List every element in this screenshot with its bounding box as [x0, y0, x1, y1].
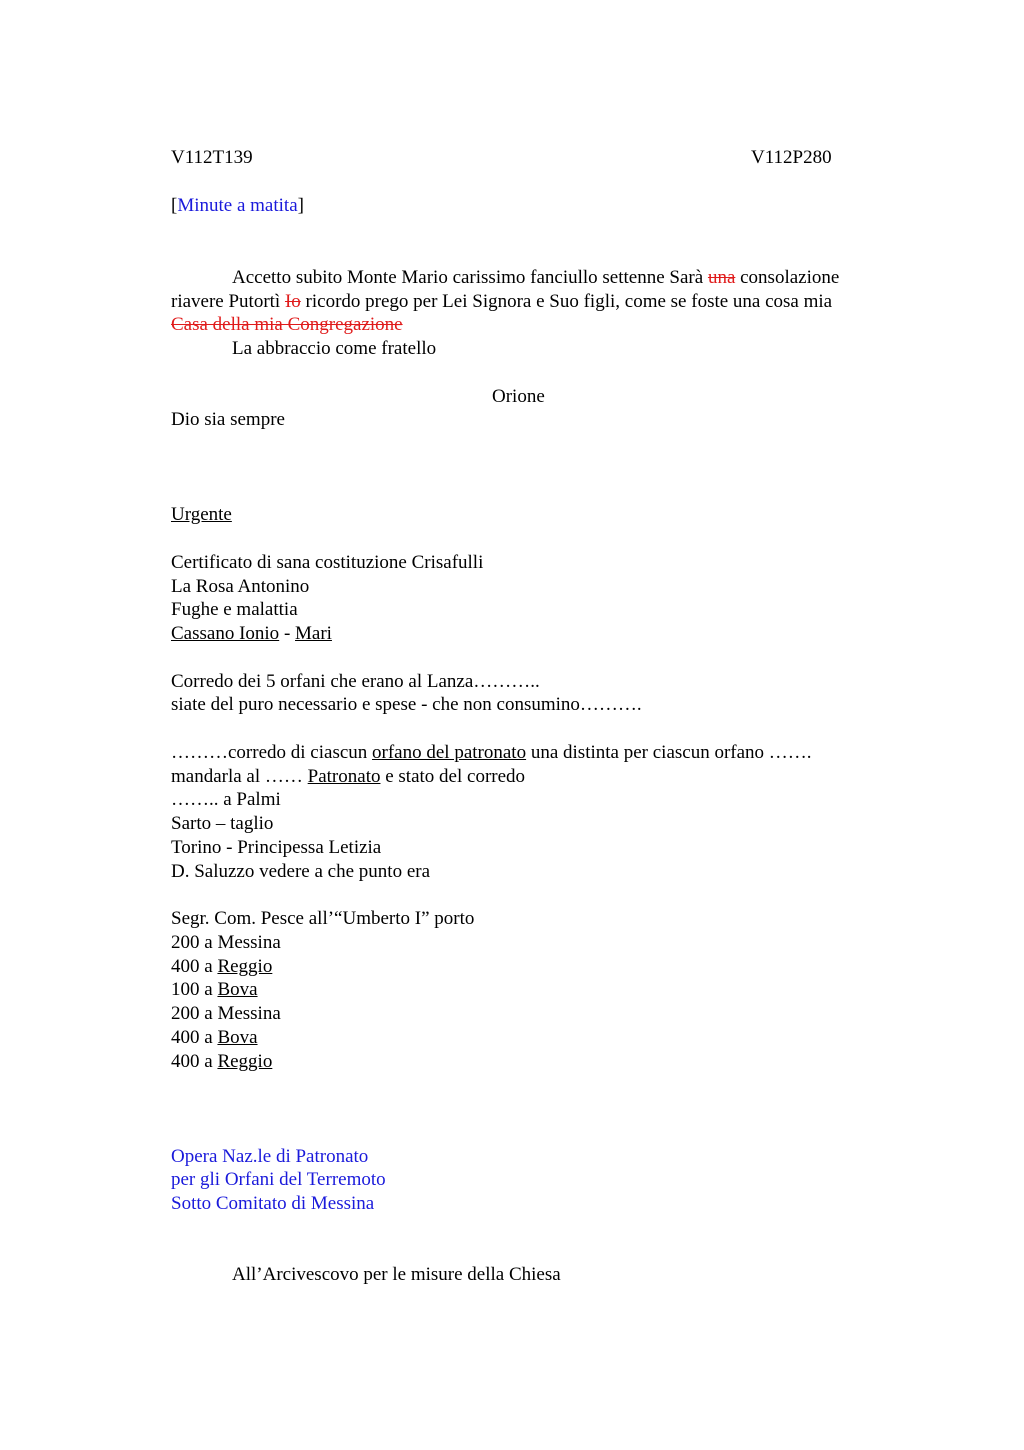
amount-value: 200 a [171, 932, 218, 953]
deleted-line: Casa della mia Congregazione [171, 314, 403, 335]
amount-line [171, 1002, 281, 1026]
note-text: mandarla al …… [171, 766, 308, 787]
note-line: …….. a Palmi [171, 789, 281, 810]
note-line [171, 741, 812, 765]
note-line: Fughe e malattia [171, 599, 298, 620]
underlined-text: orfano del patronato [372, 742, 527, 763]
underlined-text: Patronato [307, 766, 381, 787]
amount-line [171, 978, 258, 1002]
letter-line-1 [232, 266, 839, 290]
editorial-note-text: Minute a matita [177, 195, 298, 216]
note-line [171, 765, 525, 789]
amount-place: Reggio [217, 956, 273, 977]
closing-line: Dio sia sempre [171, 409, 285, 430]
letter-text: riavere Putortì [171, 291, 285, 312]
bracket-close: ] [297, 195, 304, 216]
note-line: La Rosa Antonino [171, 576, 310, 597]
amount-place: Messina [217, 932, 281, 953]
amount-value: 400 a [171, 1051, 218, 1072]
place-name: Mari [295, 623, 332, 644]
amount-line [171, 955, 272, 979]
deleted-word: una [707, 267, 736, 288]
amount-value: 100 a [171, 979, 218, 1000]
amount-value: 400 a [171, 956, 218, 977]
letterhead-line: per gli Orfani del Terremoto [171, 1169, 386, 1190]
note-line: Certificato di sana costituzione Crisafulli [171, 552, 484, 573]
note-line: Corredo dei 5 orfani che erano al Lanza……….. [171, 671, 540, 692]
letter-text: ricordo prego per Lei Signora e Suo figli, come se foste una cosa mia [300, 291, 833, 312]
note-line: Sarto – taglio [171, 813, 274, 834]
archive-code-left: V112T139 [171, 147, 253, 168]
note-line-places [171, 622, 332, 646]
letter-line-embrace: La abbraccio come fratello [232, 338, 437, 359]
signature: Orione [492, 386, 545, 407]
letter-text: Accetto subito Monte Mario carissimo fanciullo settenne Sarà [232, 267, 708, 288]
amount-line [171, 1050, 272, 1074]
letter-line-2 [171, 290, 832, 314]
amount-value: 400 a [171, 1027, 218, 1048]
letterhead-line: Opera Naz.le di Patronato [171, 1146, 369, 1167]
note-line: Torino - Principessa Letizia [171, 837, 382, 858]
amount-value: 200 a [171, 1003, 218, 1024]
letterhead-line: Sotto Comitato di Messina [171, 1193, 375, 1214]
note-line: D. Saluzzo vedere a che punto era [171, 861, 431, 882]
note-line: siate del puro necessario e spese - che non consumino………. [171, 694, 642, 715]
final-line: All’Arcivescovo per le misure della Chiesa [232, 1264, 561, 1285]
place-name: Cassano Ionio [171, 623, 280, 644]
urgent-heading: Urgente [171, 504, 232, 525]
archive-code-right: V112P280 [751, 147, 832, 168]
letter-text: consolazione [735, 267, 840, 288]
separator: - [279, 623, 296, 644]
note-text: e stato del corredo [380, 766, 526, 787]
bracket-open: [ [171, 195, 178, 216]
note-line: Segr. Com. Pesce all’“Umberto I” porto [171, 908, 475, 929]
amount-line [171, 931, 281, 955]
amount-line [171, 1026, 258, 1050]
note-text: ………corredo di ciascun [171, 742, 373, 763]
amount-place: Bova [217, 1027, 258, 1048]
amount-place: Bova [217, 979, 258, 1000]
editorial-note [171, 194, 304, 218]
deleted-word: Io [284, 291, 301, 312]
amount-place: Reggio [217, 1051, 273, 1072]
note-text: una distinta per ciascun orfano ……. [526, 742, 812, 763]
amount-place: Messina [217, 1003, 281, 1024]
